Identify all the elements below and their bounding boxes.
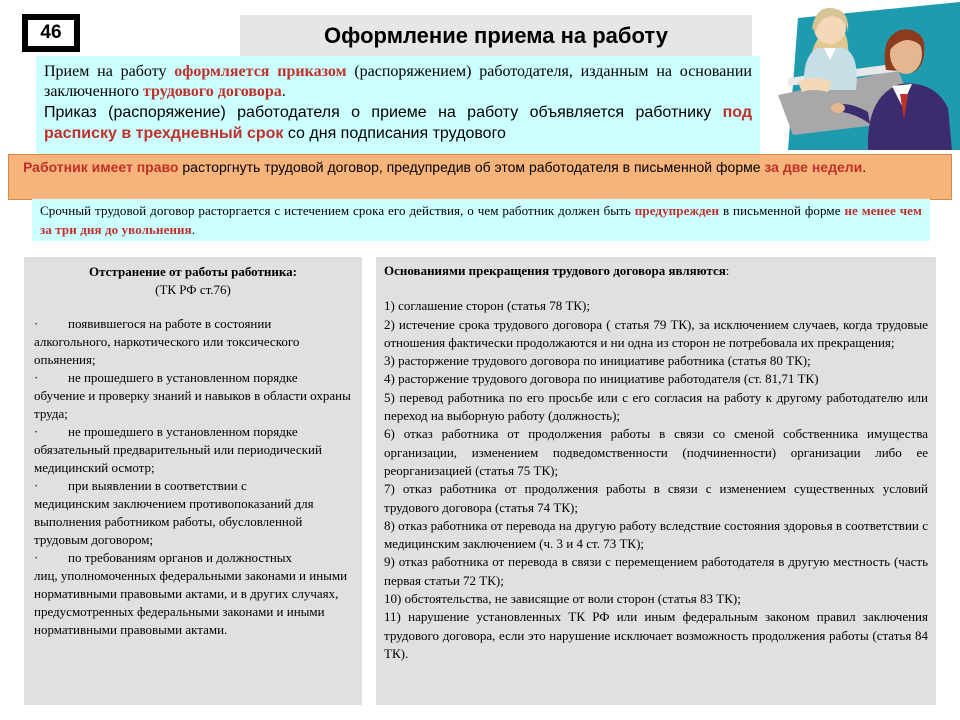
list-item: 2) истечение срока трудового договора ( статья 79 ТК), за исключением случаев, когда трудовые отношения фактически продолжаются и ни одна из сторон не потребовала их прекращения;: [384, 316, 928, 350]
title-bar: [240, 15, 752, 57]
term-text: Срочный трудовой договор расторгается с истечением срока его действия, о чем работник должен быть: [40, 203, 635, 218]
list-item-first-line: не прошедшего в установленном порядке: [68, 424, 298, 439]
rights-highlight-period: за две недели: [764, 159, 863, 175]
intro-highlight-contract: трудового договора: [142, 83, 282, 100]
bullet-icon: ·: [34, 370, 39, 385]
list-item: 3) расторжение трудового договора по инициативе работника (статья 80 ТК);: [384, 353, 811, 369]
list-item-rest: лиц, уполномоченных федеральными законами и иными нормативными правовыми актами, и в других случаях, предусмотренных федеральными законами и иными нормативными правовыми актами.: [34, 568, 348, 637]
intro-highlight-order: оформляется приказом: [174, 63, 347, 80]
fixed-term-contract-box: [32, 199, 930, 241]
rights-text: расторгнуть трудовой договор, предупредив об этом работодателя в письменной форме: [178, 159, 765, 175]
list-item-first-line: по требованиям органов и должностных: [68, 550, 293, 565]
termination-heading: [384, 262, 928, 280]
list-item-rest: обязательный предварительный или периодический медицинский осмотр;: [34, 442, 322, 475]
slide-number-badge: [22, 14, 80, 52]
list-item: 5) перевод работника по его просьбе или с его согласия на работу к другому работодателю или переход на выборную работу (должность);: [384, 389, 928, 424]
list-item: 6) отказ работника от продолжения работы в связи со сменой собственника имущества организации, изменением подведомственности (подчиненности) организации либо ее реорганизацией (статья 75 ТК);: [384, 426, 928, 478]
list-item: 8) отказ работника от перевода на другую работу вследствие состояния здоровья в соответствии с медицинским заключением (ч. 3 и 4 ст. 73 ТК);: [384, 517, 928, 552]
intro-text: Прием на работу: [44, 63, 175, 80]
suspension-heading: Отстранение от работы работника:: [89, 264, 297, 279]
list-item-rest: обучение и проверку знаний и навыков в области охраны труда;: [34, 388, 351, 421]
intro-text-box: [36, 56, 760, 156]
list-item: 1) соглашение сторон (статья 78 ТК);: [384, 298, 590, 314]
term-text: в письменной форме: [719, 203, 845, 218]
term-highlight-three-days: не менее чем за три дня до увольнения: [40, 203, 922, 237]
list-item-first-line: не прошедшего в установленном порядке: [68, 370, 298, 385]
term-highlight-warned: предупрежден: [634, 203, 720, 218]
list-item: 4) расторжение трудового договора по инициативе работодателя (ст. 81,71 ТК): [384, 371, 819, 387]
suspension-panel: [24, 257, 362, 705]
interview-illustration: [768, 0, 960, 152]
intro-text: Приказ (распоряжение) работодателя о приеме на работу объявляется работнику: [44, 104, 723, 121]
list-item: [32, 549, 354, 639]
termination-heading-colon: :: [725, 263, 730, 278]
rights-highlight: Работник имеет право: [23, 159, 179, 175]
list-item-rest: алкогольного, наркотического или токсического опьянения;: [34, 334, 300, 367]
employee-rights-box: [8, 154, 952, 200]
intro-text: .: [281, 83, 286, 100]
list-item-first-line: при выявлении в соответствии с: [68, 478, 247, 493]
intro-highlight-receipt: под расписку в трехдневный срок: [44, 104, 752, 142]
bullet-icon: ·: [34, 478, 39, 493]
list-item: [32, 423, 354, 477]
intro-paragraph-1: [44, 62, 752, 102]
slide-number: 46: [27, 19, 75, 47]
list-item: 9) отказ работника от перевода в связи с перемещением работодателя в другую местность (часть первая статьи 72 ТК);: [384, 554, 928, 588]
bullet-icon: ·: [34, 316, 39, 331]
suspension-subheading: (ТК РФ ст.76): [155, 282, 231, 297]
list-item-rest: медицинским заключением противопоказаний для выполнения работником работы, обусловленной трудовым договором;: [34, 496, 314, 547]
rights-text: .: [862, 159, 867, 175]
list-item: 11) нарушение установленных ТК РФ или иным федеральным законом правил заключения трудового договора, если это нарушение исключает возможность продолжения работы (статья 84 ТК).: [384, 609, 928, 661]
intro-text: (распоряжением) работодателя, изданным на основании заключенного: [44, 63, 752, 100]
list-item-first-line: появившегося на работе в состоянии: [68, 316, 272, 331]
page-title: Оформление приема на работу: [324, 23, 668, 48]
list-item: [32, 315, 354, 369]
intro-paragraph-2: [44, 102, 752, 144]
termination-heading-text: Основаниями прекращения трудового договора являются: [384, 263, 726, 278]
term-text: .: [191, 222, 196, 237]
bullet-icon: ·: [34, 550, 39, 565]
list-item: 7) отказ работника от продолжения работы в связи с изменением существенных условий трудового договора (статья 74 ТК);: [384, 481, 928, 515]
list-item: [32, 369, 354, 423]
bullet-icon: ·: [34, 424, 39, 439]
list-item: [32, 477, 354, 549]
intro-text: со дня подписания трудового: [283, 125, 506, 142]
list-item: 10) обстоятельства, не зависящие от воли сторон (статья 83 ТК);: [384, 591, 741, 607]
termination-grounds-panel: [376, 257, 936, 705]
